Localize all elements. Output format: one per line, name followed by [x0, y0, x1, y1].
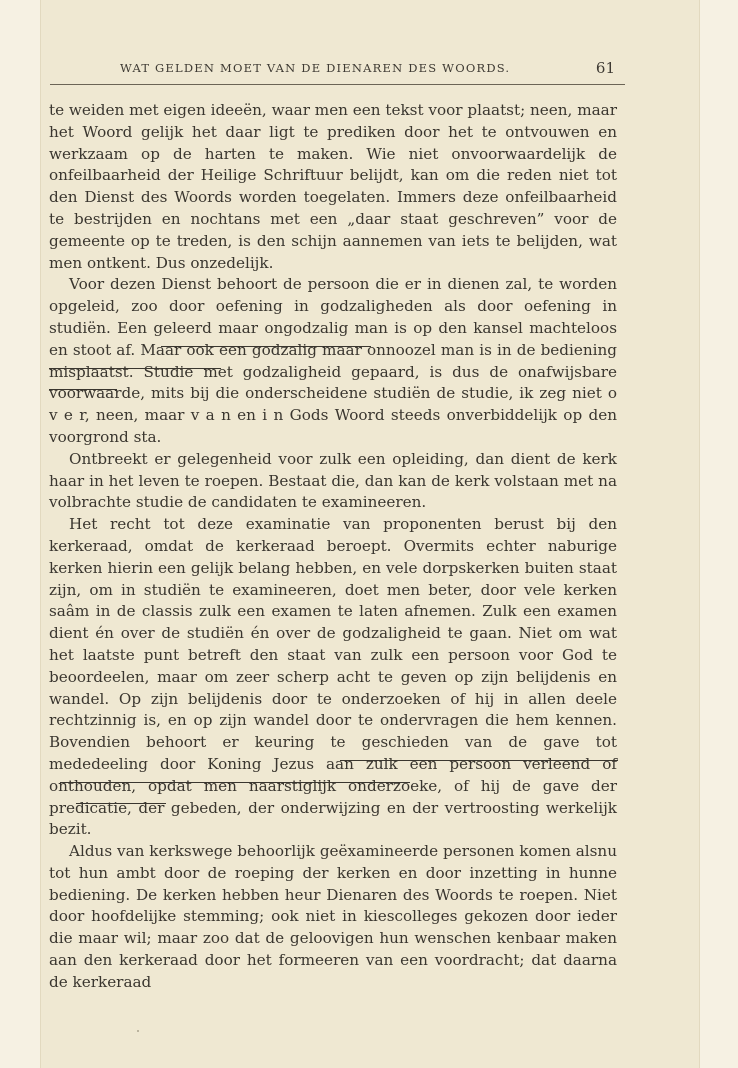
- pencil-underline: [340, 760, 618, 761]
- pencil-underline: [76, 803, 166, 804]
- running-title: WAT GELDEN MOET VAN DE DIENAREN DES WOORDS.: [120, 61, 511, 75]
- paragraph: Aldus van kerkswege behoorlijk geëxamineerde personen komen alsnu tot hun ambt door de roeping der kerken en door inzetting in hunne bediening. De kerken hebben heur Dienaren des Woords te roepen. Niet door hoofdelijke stemming; ook niet in kiescolleges gekozen door ieder die maar wil; maar zoo dat de geloovigen hun wenschen kenbaar maken aan den kerkeraad door het formeeren van een voordracht; dat daarna de kerkeraad: [49, 842, 617, 991]
- page-number: 61: [595, 59, 615, 77]
- pencil-underline: [60, 782, 410, 783]
- paragraph: Het recht tot deze examinatie van proponenten berust bij den kerkeraad, omdat de kerkeraad beroept. Overmits echter naburige kerken hierin een gelijk belang hebben, en vele dorpskerken buiten staat zijn, om in studiën te examineeren, doet men beter, door vele kerken saâm in de classis zulk een examen te laten afnemen. Zulk een examen dient én over de studiën én over de godzaligheid te gaan. Niet om wat het laatste punt betreft den staat van zulk een persoon voor God te beoordeelen, maar om zeer scherp acht te geven op zijn belijdenis en wandel. Op zijn belijdenis door te onderzoeken of hij in allen deele rechtzinnig is, en op zijn wandel door te ondervragen die hem kennen. Bovendien behoort er keuring te geschieden van de gave tot mededeeling door Koning Jezus aan zulk een persoon verleend of onthouden, opdat men naarstiglijk onderzoeke, of hij de gave der predicatie, der gebeden, der onderwijzing en der vertroosting werkelijk bezit.: [49, 515, 617, 839]
- pencil-underline: [49, 389, 117, 390]
- pencil-underline: [49, 368, 221, 369]
- paragraph-continued: te weiden met eigen ideeën, waar men een tekst voor plaatst; neen, maar het Woord gelijk het daar ligt te prediken door het te ontvouwen en werkzaam op de harten te maken. Wie niet onvoorwaardelijk de onfeilbaarheid der Heilige Schriftuur belijdt, kan om die reden niet tot den Dienst des Woords worden toegelaten. Immers deze onfeilbaarheid te bestrijden en nochtans met een „daar staat geschreven” voor de gemeente op te treden, is den schijn aannemen van iets te belijden, wat men ontkent. Dus onzedelijk.: [49, 101, 617, 272]
- margin-mark: [137, 1030, 139, 1032]
- body-text: [49, 100, 617, 994]
- paragraph: Ontbreekt er gelegenheid voor zulk een opleiding, dan dient de kerk haar in het leven te roepen. Bestaat die, dan kan de kerk volstaan met na volbrachte studie de candidaten te examineeren.: [49, 449, 617, 512]
- pencil-underline: [161, 346, 371, 347]
- header-rule: [50, 84, 625, 85]
- paragraph: Voor dezen Dienst behoort de persoon die er in dienen zal, te worden opgeleid, zoo door oefening in godzaligheden als door oefening in studiën. Een geleerd maar ongodzalig man is op den kansel machteloos en stoot af. Maar ook een godzalig maar onnoozel man is in de bediening misplaatst. Studie met godzaligheid gepaard, is dus de onafwijsbare voorwaarde, mits bij die onderscheidene studiën de studie, ik zeg niet o v e r, neen, maar v a n en i n Gods Woord steeds onverbiddelijk op den voorgrond sta.: [49, 275, 617, 446]
